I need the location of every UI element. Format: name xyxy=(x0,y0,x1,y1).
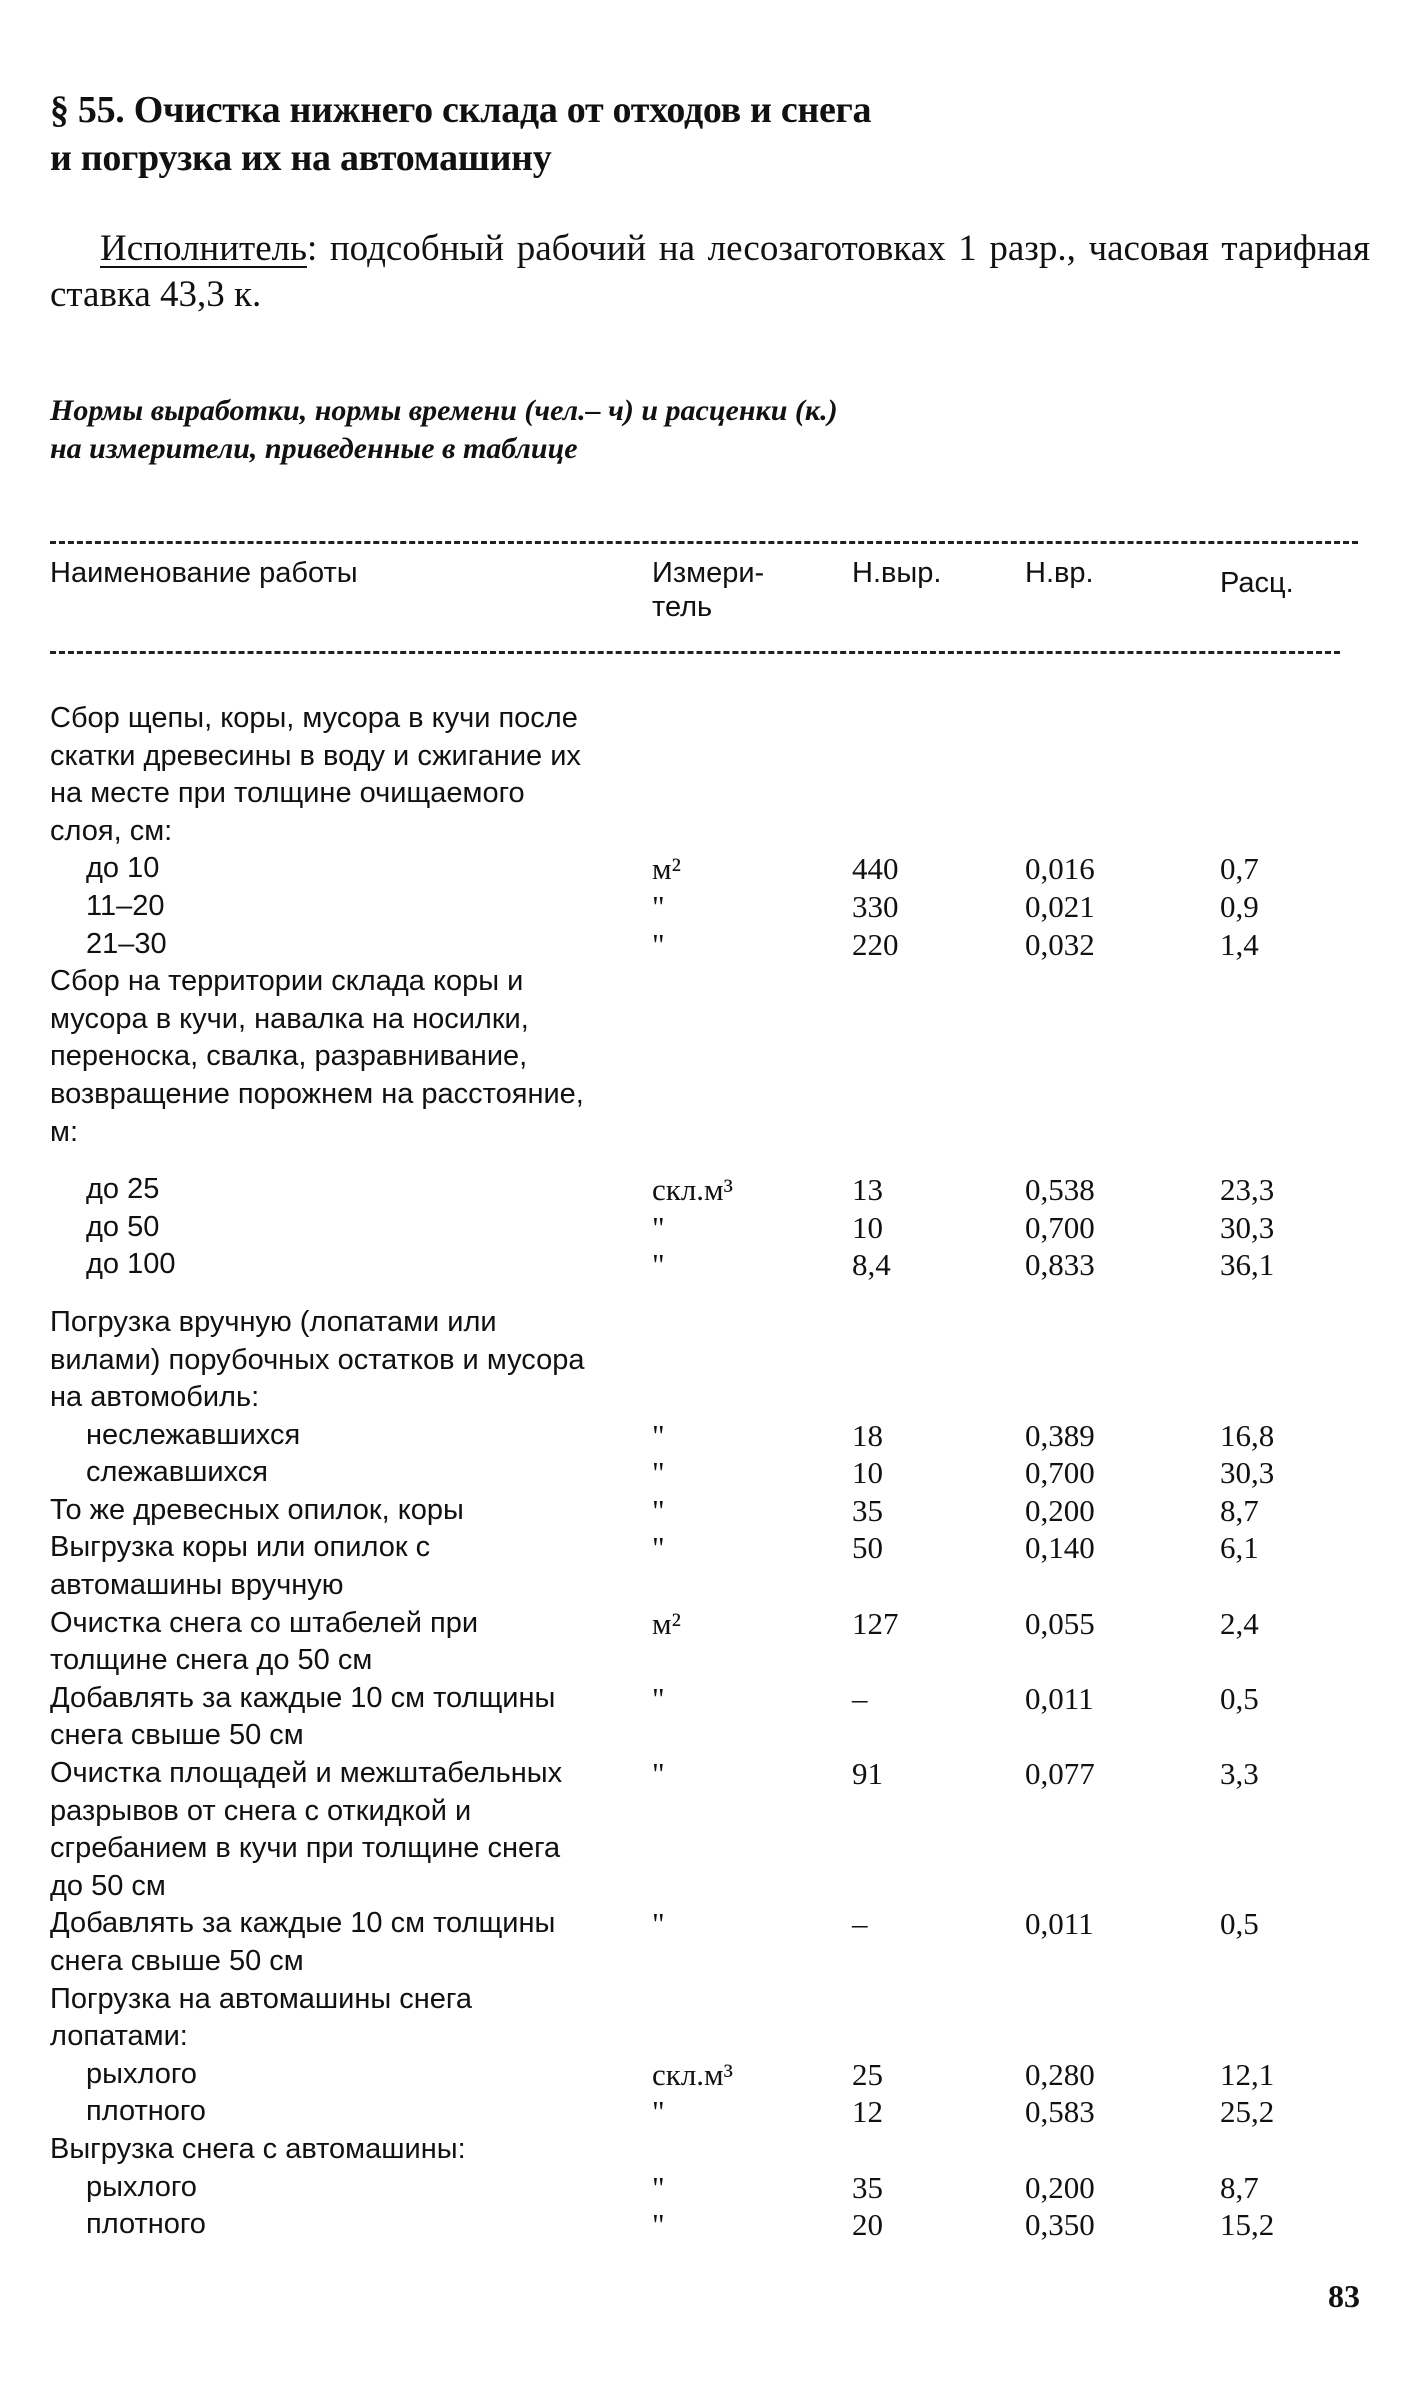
cell-nvr: 0,700 xyxy=(1025,1455,1095,1491)
table-row xyxy=(0,1304,1414,1417)
cell-name: Очистка площадей и межштабельных разрывов от снега с откидкой и сгребанием в кучи при толщине снега до 50 см xyxy=(50,1757,563,1902)
cell-name: Добавлять за каждые 10 см толщины снега свыше 50 см xyxy=(50,1907,556,1977)
cell-unit: " xyxy=(652,1530,665,1566)
cell-nvyr: 50 xyxy=(852,1530,883,1566)
section-title-line-1: § 55. Очистка нижнего склада от отходов и снега xyxy=(50,89,872,131)
table-caption xyxy=(50,392,1250,468)
section-title-line-2: и погрузка их на автомашину xyxy=(50,137,552,179)
cell-name: Погрузка на автомашины снега лопатами: xyxy=(50,1982,473,2053)
cell-nvr: 0,350 xyxy=(1025,2207,1095,2243)
cell-rasc: 0,5 xyxy=(1220,1680,1259,1716)
section-title xyxy=(50,86,1250,182)
cell-rasc: 30,3 xyxy=(1220,1209,1275,1245)
cell-rasc: 0,5 xyxy=(1220,1906,1259,1942)
cell-nvyr: 330 xyxy=(852,888,899,924)
cell-unit: " xyxy=(652,1455,665,1491)
cell-nvr: 0,389 xyxy=(1025,1417,1095,1453)
cell-nvr: 0,055 xyxy=(1025,1605,1095,1641)
cell-rasc: 23,3 xyxy=(1220,1172,1275,1208)
cell-unit: " xyxy=(652,1680,665,1716)
table-row xyxy=(0,2131,1414,2169)
cell-rasc: 25,2 xyxy=(1220,2094,1275,2130)
cell-nvr: 0,011 xyxy=(1025,1906,1094,1942)
cell-name: Сбор щепы, коры, мусора в кучи после скатки древесины в воду и сжигание их на месте при толщине очищаемого слоя, см: xyxy=(50,702,581,847)
cell-nvyr: 20 xyxy=(852,2207,883,2243)
cell-nvr: 0,700 xyxy=(1025,1209,1095,1245)
page-number: 83 xyxy=(1328,2278,1360,2314)
header-nvyr: Н.выр. xyxy=(852,557,942,589)
cell-name: 21–30 xyxy=(86,927,167,960)
cell-name: до 10 xyxy=(86,852,160,885)
cell-name: слежавшихся xyxy=(86,1456,269,1489)
cell-nvyr: 8,4 xyxy=(852,1247,891,1283)
header-nvr: Н.вр. xyxy=(1025,557,1094,589)
cell-name: 11–20 xyxy=(86,889,165,922)
cell-rasc: 8,7 xyxy=(1220,2169,1259,2205)
cell-unit: " xyxy=(652,1247,665,1283)
cell-name: Очистка снега со штабелей при толщине снега до 50 см xyxy=(50,1606,479,1677)
cell-nvr: 0,077 xyxy=(1025,1756,1095,1792)
cell-name: Выгрузка снега с автомашины: xyxy=(50,2132,466,2165)
cell-name: рыхлого xyxy=(86,2057,197,2090)
cell-nvr: 0,011 xyxy=(1025,1680,1094,1716)
table-row xyxy=(0,1454,1414,1492)
cell-unit: " xyxy=(652,2094,665,2130)
table-row xyxy=(0,926,1414,964)
table-row xyxy=(0,888,1414,926)
header-unit-line-1: Измери- xyxy=(652,557,765,589)
cell-unit: " xyxy=(652,2169,665,2205)
table-row xyxy=(0,1417,1414,1455)
performer-label: Исполнитель xyxy=(100,228,307,269)
cell-nvyr: 18 xyxy=(852,1417,883,1453)
cell-nvyr: 10 xyxy=(852,1455,883,1491)
cell-name: То же древесных опилок, коры xyxy=(50,1493,464,1526)
cell-nvr: 0,538 xyxy=(1025,1172,1095,1208)
cell-nvyr: 35 xyxy=(852,2169,883,2205)
cell-name: до 25 xyxy=(86,1173,160,1206)
cell-rasc: 16,8 xyxy=(1220,1417,1275,1453)
cell-unit: " xyxy=(652,2207,665,2243)
cell-nvr: 0,016 xyxy=(1025,851,1095,887)
cell-nvyr: 10 xyxy=(852,1209,883,1245)
cell-unit: м² xyxy=(652,1605,681,1641)
table-row xyxy=(0,1605,1414,1680)
header-unit-line-2: тель xyxy=(652,591,713,623)
cell-nvr: 0,032 xyxy=(1025,926,1095,962)
performer-text: : подсобный рабочий на лесозаготовках 1 разр., часовая тарифная ставка 43,3 к. xyxy=(50,228,1370,315)
cell-name: рыхлого xyxy=(86,2170,197,2203)
cell-unit: скл.м³ xyxy=(652,2056,733,2092)
table-row xyxy=(0,2206,1414,2244)
cell-nvyr: 25 xyxy=(852,2056,883,2092)
cell-rasc: 15,2 xyxy=(1220,2207,1275,2243)
table-row xyxy=(0,1492,1414,1530)
cell-name: до 50 xyxy=(86,1210,160,1243)
header-rasc: Расц. xyxy=(1220,567,1294,599)
cell-rasc: 30,3 xyxy=(1220,1455,1275,1491)
table-caption-line-1: Нормы выработки, нормы времени (чел.– ч) и расценки (к.) xyxy=(50,394,838,427)
cell-rasc: 0,9 xyxy=(1220,888,1259,924)
cell-nvr: 0,200 xyxy=(1025,1492,1095,1528)
cell-unit: " xyxy=(652,1756,665,1792)
cell-unit: " xyxy=(652,1417,665,1453)
performer-paragraph xyxy=(50,226,1370,318)
table-row xyxy=(0,963,1414,1151)
cell-nvyr: 35 xyxy=(852,1492,883,1528)
table-row xyxy=(0,1529,1414,1604)
cell-nvyr: 13 xyxy=(852,1172,883,1208)
table-row xyxy=(0,1981,1414,2056)
cell-name: плотного xyxy=(86,2208,206,2241)
table-row xyxy=(0,1755,1414,1905)
cell-rasc: 3,3 xyxy=(1220,1756,1259,1792)
cell-nvr: 0,140 xyxy=(1025,1530,1095,1566)
cell-name: Погрузка вручную (лопатами или вилами) порубочных остатков и мусора на автомобиль: xyxy=(50,1305,585,1414)
cell-unit: " xyxy=(652,888,665,924)
table-row xyxy=(0,1246,1414,1284)
table-row xyxy=(0,2056,1414,2094)
cell-nvr: 0,833 xyxy=(1025,1247,1095,1283)
cell-nvyr: 127 xyxy=(852,1605,899,1641)
cell-name: неслежавшихся xyxy=(86,1418,301,1451)
cell-nvyr: 12 xyxy=(852,2094,883,2130)
cell-nvr: 0,021 xyxy=(1025,888,1095,924)
cell-rasc: 6,1 xyxy=(1220,1530,1259,1566)
cell-name: Сбор на территории склада коры и мусора в кучи, навалка на носилки, переноска, свалка, разравнивание, возвращение порожнем на расстояние, м: xyxy=(50,965,584,1148)
cell-nvr: 0,280 xyxy=(1025,2056,1095,2092)
table-body xyxy=(0,700,1414,2244)
cell-rasc: 0,7 xyxy=(1220,851,1259,887)
cell-rasc: 2,4 xyxy=(1220,1605,1259,1641)
cell-nvyr: – xyxy=(852,1680,868,1716)
header-unit xyxy=(652,556,802,624)
table-row xyxy=(0,1905,1414,1980)
table-top-rule xyxy=(50,541,1358,544)
cell-nvr: 0,583 xyxy=(1025,2094,1095,2130)
header-name: Наименование работы xyxy=(50,557,358,589)
cell-unit: " xyxy=(652,926,665,962)
cell-unit: " xyxy=(652,1906,665,1942)
cell-unit: " xyxy=(652,1492,665,1528)
table-row xyxy=(0,850,1414,888)
table-row xyxy=(0,1171,1414,1209)
cell-nvyr: 91 xyxy=(852,1756,883,1792)
cell-rasc: 36,1 xyxy=(1220,1247,1275,1283)
cell-rasc: 12,1 xyxy=(1220,2056,1275,2092)
cell-name: до 100 xyxy=(86,1248,176,1281)
table-row xyxy=(0,700,1414,850)
table-caption-line-2: на измерители, приведенные в таблице xyxy=(50,432,578,465)
cell-nvyr: 440 xyxy=(852,851,899,887)
cell-nvyr: – xyxy=(852,1906,868,1942)
cell-unit: " xyxy=(652,1209,665,1245)
cell-nvr: 0,200 xyxy=(1025,2169,1095,2205)
table-row xyxy=(0,2093,1414,2131)
table-row xyxy=(0,2169,1414,2207)
table-row xyxy=(0,1209,1414,1247)
cell-nvyr: 220 xyxy=(852,926,899,962)
cell-rasc: 1,4 xyxy=(1220,926,1259,962)
cell-rasc: 8,7 xyxy=(1220,1492,1259,1528)
cell-unit: скл.м³ xyxy=(652,1172,733,1208)
cell-name: плотного xyxy=(86,2095,206,2128)
cell-unit: м² xyxy=(652,851,681,887)
table-row xyxy=(0,1680,1414,1755)
cell-name: Добавлять за каждые 10 см толщины снега свыше 50 см xyxy=(50,1681,556,1752)
table-header-rule xyxy=(50,651,1340,654)
cell-name: Выгрузка коры или опилок с автомашины вручную xyxy=(50,1531,431,1602)
